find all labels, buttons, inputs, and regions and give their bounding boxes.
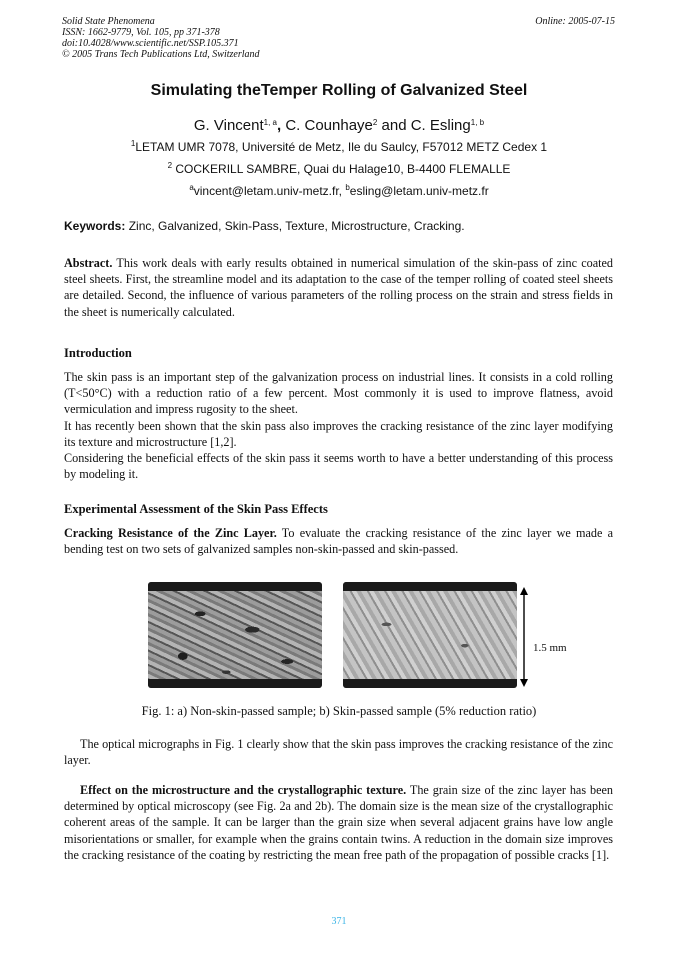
introduction-body <box>64 369 613 482</box>
email-sup: a <box>189 183 194 192</box>
subsection-label: Effect on the microstructure and the crystallographic texture. <box>80 783 407 797</box>
figure-caption: Fig. 1: a) Non-skin-passed sample; b) Skin-passed sample (5% reduction ratio) <box>141 704 537 718</box>
page-number: 371 <box>331 916 347 927</box>
micrograph-edge <box>343 679 517 688</box>
affiliation-sup: 2 <box>167 161 173 170</box>
email-link[interactable]: esling@letam.univ-metz.fr <box>349 184 489 198</box>
effect-paragraph <box>64 782 613 863</box>
micrograph-non-skin-passed <box>148 582 322 688</box>
micrograph-skin-passed <box>343 582 517 688</box>
abstract-label: Abstract. <box>64 256 113 270</box>
email-link[interactable]: vincent@letam.univ-metz.fr, <box>193 184 346 198</box>
paragraph-text: To evaluate the cracking resistance of the zinc layer we made a bending test on two sets of galvanized samples non-skin-passed and skin-passed. <box>64 526 614 557</box>
author-name: and C. Esling <box>377 117 471 134</box>
journal-name: Solid State Phenomena <box>62 16 155 27</box>
affiliation-text: LETAM UMR 7078, Université de Metz, Ile du Saulcy, F57012 METZ Cedex 1 <box>135 140 548 154</box>
paper-title: Simulating theTemper Rolling of Galvanized Steel <box>150 82 528 99</box>
author-sup: 1, a <box>263 118 277 127</box>
journal-copyright: © 2005 Trans Tech Publications Ltd, Switzerland <box>62 49 260 60</box>
scale-bar-arrow-icon <box>520 587 528 687</box>
author-line <box>0 117 678 134</box>
author-sep: , <box>277 117 282 134</box>
affiliation-2 <box>0 162 678 176</box>
micrograph-edge <box>343 582 517 591</box>
online-date: Online: 2005-07-15 <box>535 16 615 27</box>
author-sup: 2 <box>372 118 378 127</box>
paragraph: The skin pass is an important step of the galvanization process on industrial lines. It consists in a cold rolling (T<50°C) with a reduction ratio of a few percent. Most commonly it is used to improve flatness, avoid vermiculation and impress rugosity to the sheet. <box>64 370 613 417</box>
affiliation-text: COCKERILL SAMBRE, Quai du Halage10, B-4400 FLEMALLE <box>172 162 511 176</box>
abstract <box>64 255 613 320</box>
author-sup: 1, b <box>470 118 485 127</box>
keywords <box>64 218 613 234</box>
journal-info <box>62 16 260 60</box>
journal-doi[interactable]: doi:10.4028/www.scientific.net/SSP.105.371 <box>62 38 239 49</box>
journal-issn: ISSN: 1662-9779, Vol. 105, pp 371-378 <box>62 27 220 38</box>
abstract-text: This work deals with early results obtained in numerical simulation of the skin-pass of zinc coated steel sheets. First, the streamline model and its adaptation to the case of the temper rolling of coated steel sheets are detailed. Second, the influence of various parameters of the rolling process on the strain and stress fields in the sheet is numerically calculated. <box>64 256 613 319</box>
affiliation-sup: 1 <box>130 139 136 148</box>
introduction-heading: Introduction <box>64 346 132 360</box>
keywords-label: Keywords: <box>64 219 126 233</box>
optical-paragraph: The optical micrographs in Fig. 1 clearly show that the skin pass improves the cracking resistance of the zinc layer. <box>64 737 613 768</box>
micrograph-edge <box>148 582 322 591</box>
affiliation-1 <box>0 140 678 154</box>
author-name: C. Counhaye <box>281 117 373 134</box>
scale-bar-label: 1.5 mm <box>533 642 567 654</box>
micrograph-edge <box>148 679 322 688</box>
email-sup: b <box>345 183 350 192</box>
paragraph: It has recently been shown that the skin pass also improves the cracking resistance of the zinc layer modifying its texture and microstructure [1,2]. <box>64 418 613 449</box>
paragraph-text: The grain size of the zinc layer has been determined by optical microscopy (see Fig. 2a and 2b). The domain size is the mean size of the crystallographic coherent areas of the sample. It can be larger than the grain size when several adjacent grains have low angle misorientations or smaller, for example when the grains contain twins. A reduction in the domain size improves the cracking resistance of the coating by restricting the mean free path of the propagation of possible cracks [1]. <box>64 783 613 862</box>
email-line <box>0 184 678 198</box>
author-name: G. Vincent <box>193 117 264 134</box>
subsection-label: Cracking Resistance of the Zinc Layer. <box>64 526 277 540</box>
keywords-text: Zinc, Galvanized, Skin-Pass, Texture, Microstructure, Cracking. <box>125 219 465 233</box>
paragraph: Considering the beneficial effects of the skin pass it seems worth to have a better understanding of this process by modeling it. <box>64 451 613 482</box>
section-heading: Experimental Assessment of the Skin Pass Effects <box>64 502 328 516</box>
cracking-resistance-paragraph <box>64 525 613 557</box>
